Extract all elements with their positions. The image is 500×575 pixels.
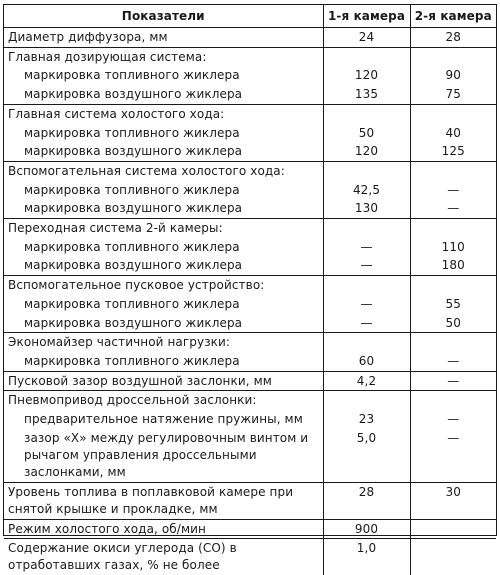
chamber-2-value: 110: [410, 238, 496, 257]
chamber-2-value: 75: [410, 85, 496, 104]
table-row: [4, 482, 496, 519]
chamber-1-value: —: [323, 314, 410, 333]
chamber-2-value: 28: [410, 28, 496, 48]
parameter-cell: маркировка топливного жиклера: [4, 124, 323, 143]
table-row: [4, 410, 496, 429]
chamber-2-value: —: [410, 371, 496, 391]
parameter-cell: маркировка воздушного жиклера: [4, 199, 323, 218]
table-row: [4, 104, 496, 123]
chamber-2-value: 55: [410, 295, 496, 314]
table-row: [4, 124, 496, 143]
chamber-1-value: 23: [323, 410, 410, 429]
chamber-1-value: 900: [323, 519, 410, 539]
chamber-2-value: [410, 47, 496, 66]
chamber-2-value: 40: [410, 124, 496, 143]
table-row: [4, 238, 496, 257]
chamber-1-value: 120: [323, 142, 410, 161]
parameter-cell: Пусковой зазор воздушной заслонки, мм: [4, 371, 323, 391]
table-row: [4, 66, 496, 85]
parameter-cell: предварительное натяжение пружины, мм: [4, 410, 323, 429]
table-row: [4, 429, 496, 483]
table-row: [4, 47, 496, 66]
chamber-1-value: 4,2: [323, 371, 410, 391]
chamber-2-value: 180: [410, 256, 496, 275]
chamber-1-value: [323, 333, 410, 352]
parameter-cell: маркировка топливного жиклера: [4, 352, 323, 371]
table-row: [4, 539, 496, 575]
chamber-2-value: [410, 161, 496, 180]
chamber-2-value: 50: [410, 314, 496, 333]
parameter-cell: Содержание окиси углерода (СО) в отработавших газах, % не более: [4, 539, 323, 575]
table-header-row: [4, 5, 496, 28]
chamber-1-value: [323, 391, 410, 410]
table-row: [4, 219, 496, 238]
parameter-cell: зазор «Х» между регулировочным винтом и рычагом управления дроссельными заслонками, мм: [4, 429, 323, 483]
parameter-cell: Режим холостого хода, об/мин: [4, 519, 323, 539]
chamber-1-value: 1,0: [323, 539, 410, 575]
table-row: [4, 314, 496, 333]
spec-table-frame: [3, 4, 497, 536]
chamber-1-value: 135: [323, 85, 410, 104]
chamber-2-value: —: [410, 181, 496, 200]
chamber-1-value: 50: [323, 124, 410, 143]
parameter-cell: Главная дозирующая система:: [4, 47, 323, 66]
chamber-1-value: —: [323, 238, 410, 257]
chamber-1-value: 28: [323, 482, 410, 519]
chamber-2-value: —: [410, 199, 496, 218]
parameter-cell: Экономайзер частичной нагрузки:: [4, 333, 323, 352]
header-chamber-2: 2-я камера: [410, 5, 496, 28]
chamber-1-value: 42,5: [323, 181, 410, 200]
chamber-1-value: [323, 104, 410, 123]
chamber-2-value: [410, 219, 496, 238]
chamber-2-value: —: [410, 429, 496, 483]
table-row: [4, 391, 496, 410]
header-parameters: Показатели: [4, 5, 323, 28]
chamber-1-value: —: [323, 256, 410, 275]
parameter-cell: маркировка топливного жиклера: [4, 238, 323, 257]
chamber-1-value: 60: [323, 352, 410, 371]
parameter-cell: Уровень топлива в поплавковой камере при снятой крышке и прокладке, мм: [4, 482, 323, 519]
parameter-cell: маркировка топливного жиклера: [4, 295, 323, 314]
parameter-cell: Диаметр диффузора, мм: [4, 28, 323, 48]
parameter-cell: маркировка топливного жиклера: [4, 66, 323, 85]
chamber-2-value: 90: [410, 66, 496, 85]
parameter-cell: Пневмопривод дроссельной заслонки:: [4, 391, 323, 410]
table-row: [4, 256, 496, 275]
table-row: [4, 276, 496, 295]
parameter-cell: маркировка воздушного жиклера: [4, 256, 323, 275]
chamber-1-value: 120: [323, 66, 410, 85]
table-row: [4, 199, 496, 218]
chamber-2-value: [410, 276, 496, 295]
table-row: [4, 371, 496, 391]
chamber-2-value: [410, 539, 496, 575]
header-chamber-1: 1-я камера: [323, 5, 410, 28]
parameter-cell: Вспомогательное пусковое устройство:: [4, 276, 323, 295]
table-row: [4, 181, 496, 200]
table-row: [4, 142, 496, 161]
table-row: [4, 85, 496, 104]
chamber-1-value: 24: [323, 28, 410, 48]
parameter-cell: Главная система холостого хода:: [4, 104, 323, 123]
chamber-2-value: 30: [410, 482, 496, 519]
table-row: [4, 519, 496, 539]
chamber-2-value: [410, 391, 496, 410]
chamber-2-value: —: [410, 410, 496, 429]
chamber-2-value: [410, 519, 496, 539]
parameter-cell: маркировка топливного жиклера: [4, 181, 323, 200]
parameter-cell: Переходная система 2-й камеры:: [4, 219, 323, 238]
chamber-1-value: [323, 47, 410, 66]
carburetor-spec-table: [4, 5, 496, 575]
chamber-1-value: —: [323, 295, 410, 314]
table-row: [4, 161, 496, 180]
chamber-2-value: —: [410, 352, 496, 371]
table-row: [4, 295, 496, 314]
table-row: [4, 333, 496, 352]
parameter-cell: маркировка воздушного жиклера: [4, 142, 323, 161]
chamber-1-value: 130: [323, 199, 410, 218]
chamber-1-value: 5,0: [323, 429, 410, 483]
parameter-cell: маркировка воздушного жиклера: [4, 85, 323, 104]
parameter-cell: маркировка воздушного жиклера: [4, 314, 323, 333]
parameter-cell: Вспомогательная система холостого хода:: [4, 161, 323, 180]
chamber-2-value: [410, 333, 496, 352]
chamber-1-value: [323, 276, 410, 295]
chamber-2-value: 125: [410, 142, 496, 161]
table-row: [4, 352, 496, 371]
table-row: [4, 28, 496, 48]
table-body: [4, 28, 496, 575]
chamber-1-value: [323, 161, 410, 180]
chamber-1-value: [323, 219, 410, 238]
chamber-2-value: [410, 104, 496, 123]
